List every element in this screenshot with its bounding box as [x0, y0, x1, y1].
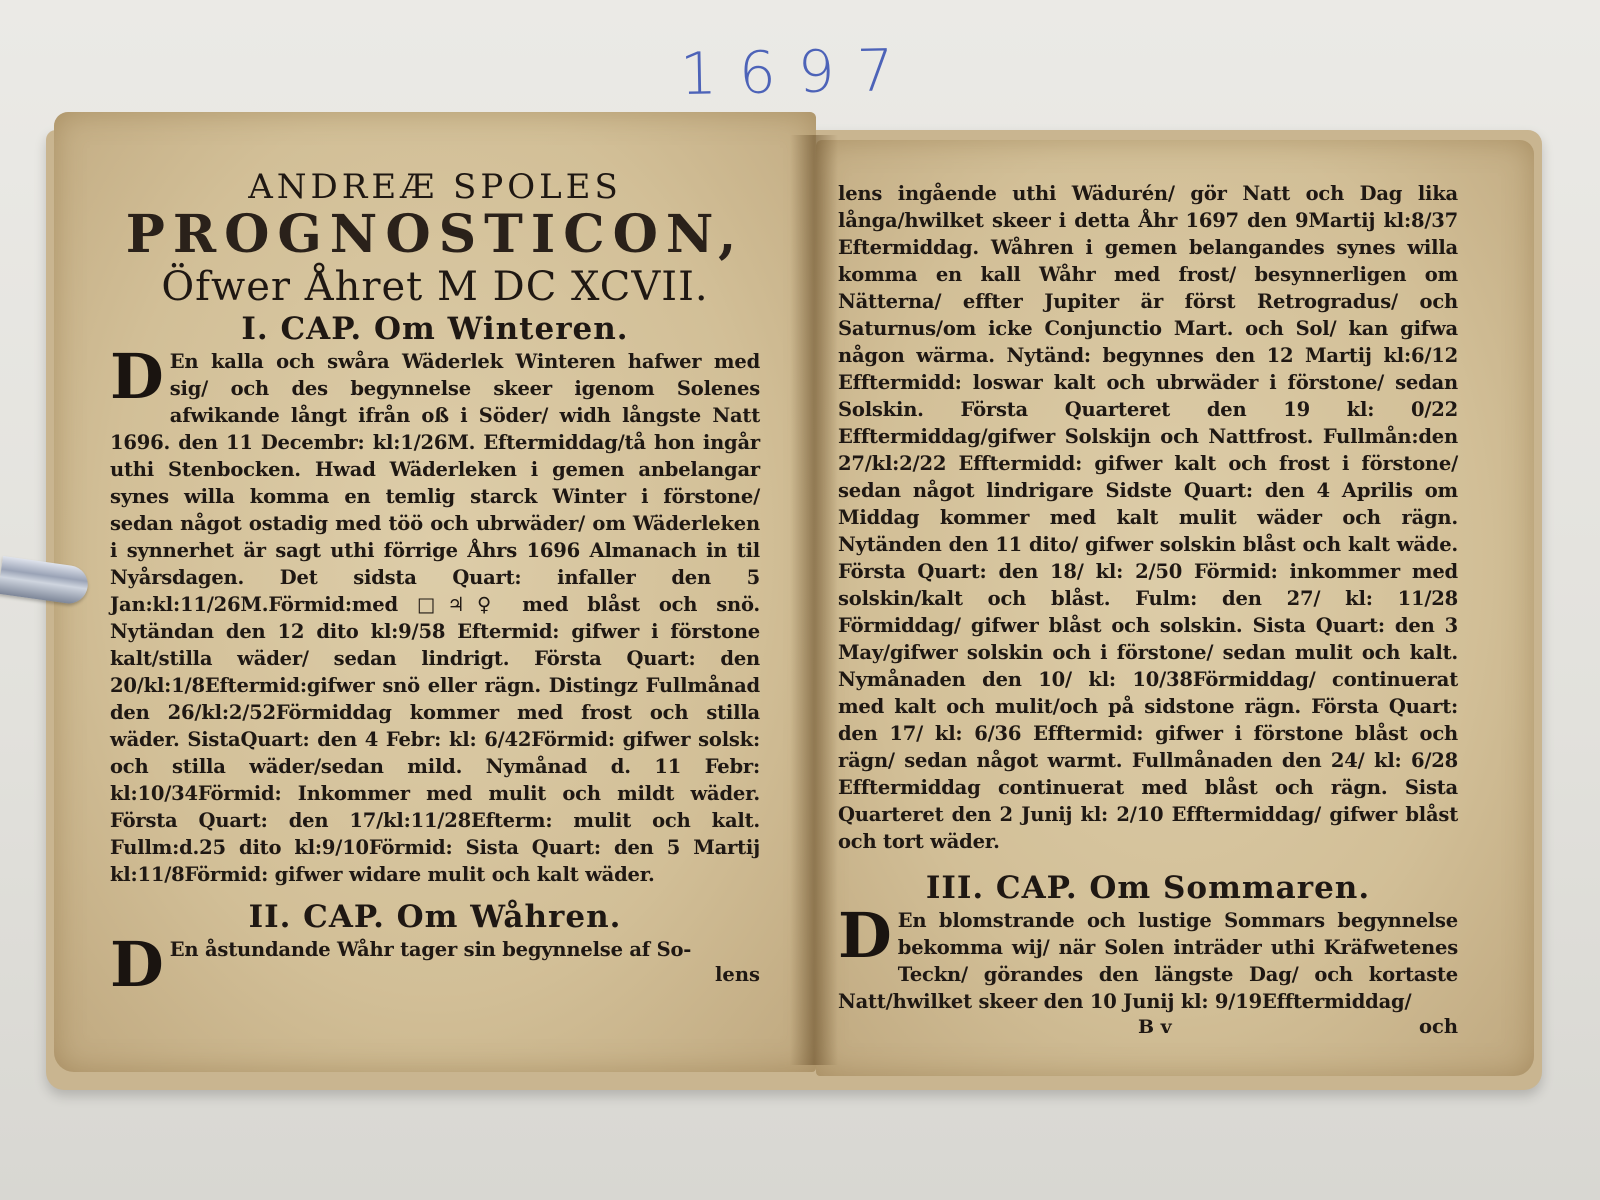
left-page-content [110, 167, 760, 1001]
signature-mark: B v [1138, 1016, 1172, 1038]
dropcap: D [838, 899, 892, 972]
page-footer [838, 1015, 1458, 1039]
author-line: ANDREÆ SPOLES [248, 167, 622, 207]
paragraph-text: lens ingående uthi Wädurén/ gör Natt och Dag lika långa/hwilket skeer i detta Åhr 1697 den 9Martij kl:8/37 Eftermiddag. Wåhren i gemen belangandes synes willa komma en kall Wåhr med frost/ besynnerligen om Nätterna/ effter Jupiter är först Retrogradus/ och Saturnus/om icke Conjunctio Mart. och Sol/ kan gifwa någon wärma. Nytänd: begynnes den 12 Martij kl:6/12 Efftermidd: loswar kalt och ubrwäder i förstone/ sedan Solskin. Första Quarteret den 19 kl: 0/22 Efftermiddag/gifwer Solskijn och Nattfrost. Fullmån:den 27/kl:2/22 Efftermidd: gifwer kalt och frost i förstone/ sedan något lindrigare Sidste Quart: den 4 Aprilis om Middag kommer med kalt mulit wäder och rägn. Nytänden den 11 dito/ gifwer solskin blåst och kalt wäde. Första Quart: den 18/ kl: 2/50 Förmid: inkommer med solskin/kalt och blåst. Fulm: den 27/ kl: 11/28 Förmiddag/ gifwer blåst och solskin. Sista Quart: den 3 May/gifwer solskin och i förstone/ sedan mulit och kalt. Nymånaden den 10/ kl: 10/38Förmiddag/ continuerat med kalt och mulit/och på sidstone rägn. Första Quart: den 17/ kl: 6/36 Efftermid: gifwer i förstone blåst och rägn/ sedan något warmt. Fullmånaden den 24/ kl: 6/28 Efftermiddag continuerat med blåst och rägn. Sista Quarteret den 2 Junij kl: 2/10 Efftermiddag/ gifwer blåst och tort wäder. [838, 182, 1458, 853]
dropcap: D [110, 928, 164, 1001]
year-line: Öfwer Åhret M DC XCVII. [161, 264, 709, 310]
paragraph-text: En blomstrande och lustige Sommars begynnelse bekomma wij/ när Solen inträder uthi Kräfwetenes Teckn/ görandes den längste Dag/ och kortaste Natt/hwilket skeer den 10 Junij kl: 9/19Efftermiddag/ [838, 909, 1458, 1013]
chapter-body-winter [110, 340, 760, 888]
page-title: PROGNOSTICON, [125, 204, 745, 265]
paragraph-text: En kalla och swåra Wäderlek Winteren hafwer med sig/ och des begynnelse skeer igenom Solenes afwikande långt ifrån oß i Söder/ widh långste Natt 1696. den 11 Decembr: kl:1/26M. Eftermiddag/tå hon ingår uthi Stenbocken. Hwad Wäderleken i gemen anbelangar synes willa komma en temlig starck Winter i förstone/ sedan något ostadig med töö och ubrwäder/ om Wäderleken i synnerhet är sagt uthi förrige Åhrs 1696 Almanach in til Nyårsdagen. Det sidsta Quart: infaller den 5 Jan:kl:11/26M.Förmid:med □♃♀ med blåst och snö. Nytändan den 12 dito kl:9/58 Eftermid: gifwer i förstone kalt/stilla wäder/ sedan lindrigt. Första Quart: den 20/kl:1/8Eftermid:gifwer snö eller rägn. Distingz Fullmånad den 26/kl:2/52Förmiddag kommer med frost och stilla wäder. SistaQuart: den 4 Febr: kl: 6/42Förmid: gifwer solsk: och stilla wäder/sedan mild. Nymånad d. 11 Febr: kl:10/34Förmid: Inkommer med mulit och mildt wäder. Första Quart: den 17/kl:11/28Efterm: mulit och kalt. Fullm:d.25 dito kl:9/10Förmid: Sista Quart: den 5 Martij kl:11/8Förmid: gifwer widare mulit och kalt wäder. [110, 350, 760, 886]
chapter-heading-summer: III. CAP. Om Sommaren. [925, 870, 1371, 906]
book-gutter [790, 135, 838, 1065]
catchword: och [1418, 1015, 1458, 1038]
catchword: lens [715, 963, 760, 986]
chapter-heading-spring: II. CAP. Om Wåhren. [248, 899, 622, 935]
paragraph-text: En åstundande Wåhr tager sin begynnelse af So- [169, 938, 692, 961]
chapter-heading-winter: I. CAP. Om Winteren. [241, 311, 629, 347]
pencil-annotation: 1697 [679, 35, 917, 109]
right-page-content [838, 180, 1458, 1039]
dropcap: D [110, 340, 164, 413]
chapter-body-spring [110, 928, 760, 1001]
chapter-body-summer [838, 899, 1458, 1015]
